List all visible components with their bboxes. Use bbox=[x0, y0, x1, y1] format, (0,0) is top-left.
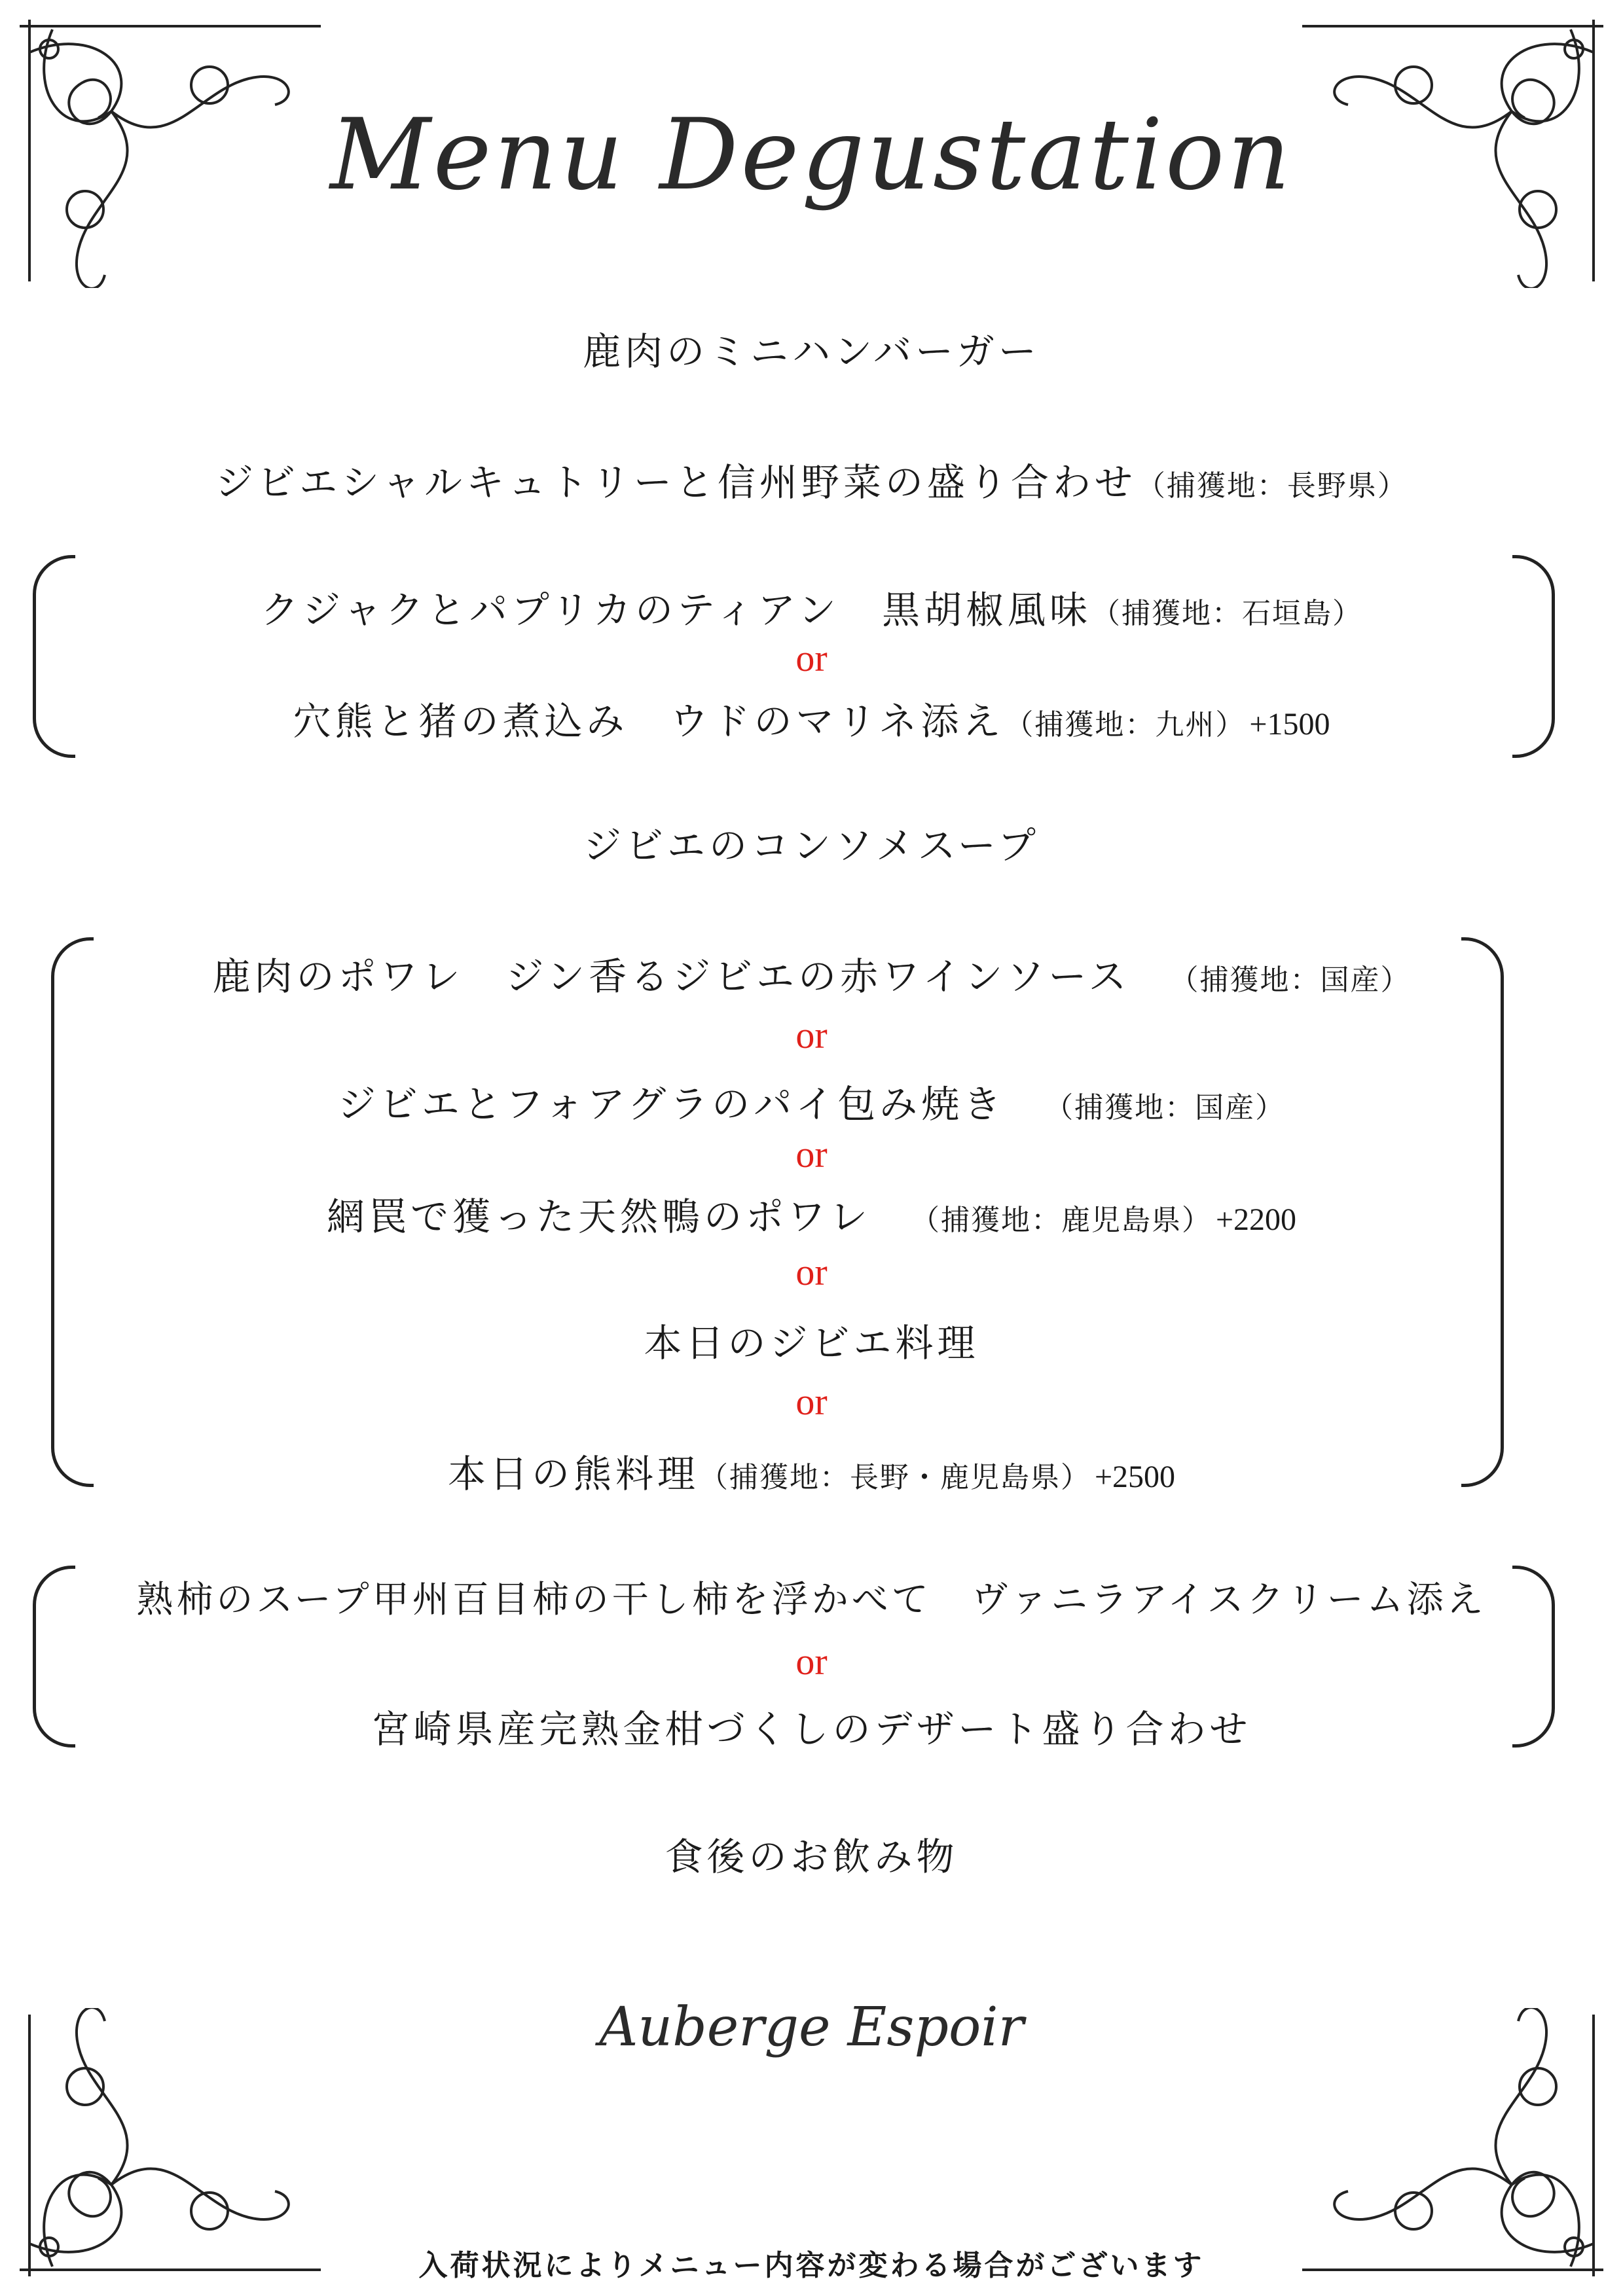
course-5-option-3-name: 網罠で獲った天然鴨のポワレ bbox=[326, 1194, 871, 1239]
course-3-option-1-origin: （捕獲地：石垣島） bbox=[1091, 597, 1362, 630]
course-3-option-2-origin: （捕獲地：九州） bbox=[1004, 708, 1246, 742]
course-2-item bbox=[0, 452, 1623, 507]
course-6-or: or bbox=[795, 1640, 828, 1683]
course-5-option-2-origin: （捕獲地：国産） bbox=[1044, 1091, 1286, 1124]
course-6-option-2-name: 宮崎県産完熟金柑づくしのデザート盛り合わせ bbox=[371, 1707, 1252, 1751]
course-5-option-2-name: ジビエとフォアグラのパイ包み焼き bbox=[337, 1082, 1006, 1126]
course-3-option-2 bbox=[0, 691, 1623, 745]
course-3-option-2-price: +1500 bbox=[1249, 707, 1330, 742]
course-5-option-2 bbox=[0, 1073, 1623, 1128]
course-5-option-3 bbox=[0, 1186, 1623, 1241]
course-4-item bbox=[0, 815, 1623, 870]
course-5-or-3: or bbox=[795, 1251, 828, 1293]
course-7-name: 食後のお飲み物 bbox=[665, 1835, 958, 1879]
course-5-option-5-origin: （捕獲地：長野・鹿児島県） bbox=[699, 1461, 1091, 1494]
menu-title: Menu Degustation bbox=[330, 98, 1293, 212]
course-6-option-1 bbox=[0, 1571, 1623, 1623]
course-3-or: or bbox=[795, 637, 828, 679]
course-5-option-5-name: 本日の熊料理 bbox=[447, 1452, 699, 1496]
course-1-item bbox=[0, 321, 1623, 376]
course-5-option-3-origin: （捕獲地：鹿児島県） bbox=[910, 1204, 1212, 1237]
course-5-or-1: or bbox=[795, 1014, 828, 1056]
course-2-origin: （捕獲地：長野県） bbox=[1136, 469, 1408, 503]
course-6-option-2 bbox=[0, 1698, 1623, 1753]
course-5-option-4 bbox=[0, 1312, 1623, 1367]
disclaimer: 入荷状況によりメニュー内容が変わる場合がございます bbox=[418, 2249, 1205, 2282]
course-6-option-1-name: 熟柿のスープ甲州百目柿の干し柿を浮かべて ヴァニラアイスクリーム添え bbox=[136, 1579, 1487, 1621]
course-2-name: ジビエシャルキュトリーと信州野菜の盛り合わせ bbox=[215, 460, 1137, 505]
course-5-option-5-price: +2500 bbox=[1094, 1460, 1176, 1494]
course-3-option-1-name: クジャクとパプリカのティアン 黒胡椒風味 bbox=[261, 588, 1091, 632]
course-3-option-2-name: 穴熊と猪の煮込み ウドのマリネ添え bbox=[293, 699, 1005, 744]
course-5-option-5 bbox=[0, 1443, 1623, 1498]
course-5-option-3-price: +2200 bbox=[1215, 1202, 1297, 1237]
course-7-item bbox=[0, 1826, 1623, 1881]
restaurant-name: Auberge Espoir bbox=[599, 1996, 1024, 2058]
course-3-option-1 bbox=[0, 579, 1623, 634]
course-5-or-4: or bbox=[795, 1380, 828, 1423]
course-5-option-1-name: 鹿肉のポワレ ジン香るジビエの赤ワインソース bbox=[212, 954, 1131, 999]
course-5-option-1 bbox=[0, 946, 1623, 1001]
course-5-option-1-origin: （捕獲地：国産） bbox=[1169, 963, 1411, 997]
course-5-or-2: or bbox=[795, 1133, 828, 1175]
course-1-name: 鹿肉のミニハンバーガー bbox=[583, 329, 1040, 374]
course-5-option-4-name: 本日のジビエ料理 bbox=[644, 1321, 979, 1365]
course-4-name: ジビエのコンソメスープ bbox=[583, 823, 1040, 868]
